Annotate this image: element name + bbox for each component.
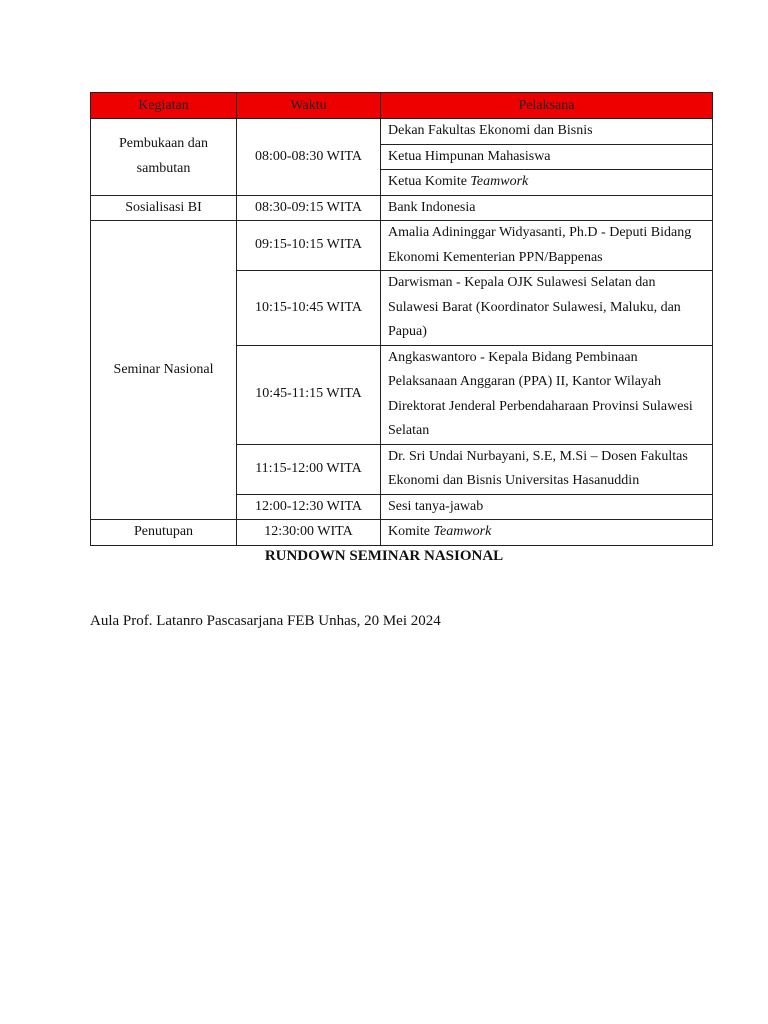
waktu-cell: 08:00-08:30 WITA [237,119,381,196]
table-row [91,221,713,271]
pelaksana-cell: Angkaswantoro - Kepala Bidang Pembinaan Pelaksanaan Anggaran (PPA) II, Kantor Wilayah Direktorat Jenderal Perbendaharaan Provinsi Sulawesi Selatan [381,345,713,444]
header-kegiatan: Kegiatan [91,93,237,119]
rundown-table [90,92,713,546]
kegiatan-cell: Penutupan [91,520,237,546]
waktu-cell: 12:00-12:30 WITA [237,494,381,520]
header-pelaksana: Pelaksana [381,93,713,119]
kegiatan-cell: Sosialisasi BI [91,195,237,221]
table-row [91,119,713,145]
kegiatan-cell: Seminar Nasional [91,221,237,520]
pelaksana-italic: Teamwork [433,524,492,539]
pelaksana-cell: Dr. Sri Undai Nurbayani, S.E, M.Si – Dosen Fakultas Ekonomi dan Bisnis Universitas Hasanuddin [381,444,713,494]
kegiatan-cell: Pembukaan dan sambutan [91,119,237,196]
pelaksana-cell: Ketua Himpunan Mahasiswa [381,144,713,170]
waktu-cell: 09:15-10:15 WITA [237,221,381,271]
header-waktu: Waktu [237,93,381,119]
table-caption: RUNDOWN SEMINAR NASIONAL [264,548,504,564]
pelaksana-cell [381,520,713,546]
pelaksana-cell: Dekan Fakultas Ekonomi dan Bisnis [381,119,713,145]
waktu-cell: 10:45-11:15 WITA [237,345,381,444]
table-header-row [91,93,713,119]
pelaksana-cell: Bank Indonesia [381,195,713,221]
pelaksana-cell [381,170,713,196]
waktu-cell: 08:30-09:15 WITA [237,195,381,221]
pelaksana-text: Ketua Komite [388,174,471,189]
pelaksana-cell: Amalia Adininggar Widyasanti, Ph.D - Deputi Bidang Ekonomi Kementerian PPN/Bappenas [381,221,713,271]
waktu-cell: 10:15-10:45 WITA [237,271,381,346]
pelaksana-cell: Darwisman - Kepala OJK Sulawesi Selatan dan Sulawesi Barat (Koordinator Sulawesi, Maluku, dan Papua) [381,271,713,346]
waktu-cell: 12:30:00 WITA [237,520,381,546]
table-row [91,195,713,221]
table-row [91,520,713,546]
pelaksana-cell: Sesi tanya-jawab [381,494,713,520]
venue-line: Aula Prof. Latanro Pascasarjana FEB Unhas, 20 Mei 2024 [90,613,441,629]
pelaksana-italic: Teamwork [470,174,529,189]
pelaksana-text: Komite [388,524,434,539]
waktu-cell: 11:15-12:00 WITA [237,444,381,494]
